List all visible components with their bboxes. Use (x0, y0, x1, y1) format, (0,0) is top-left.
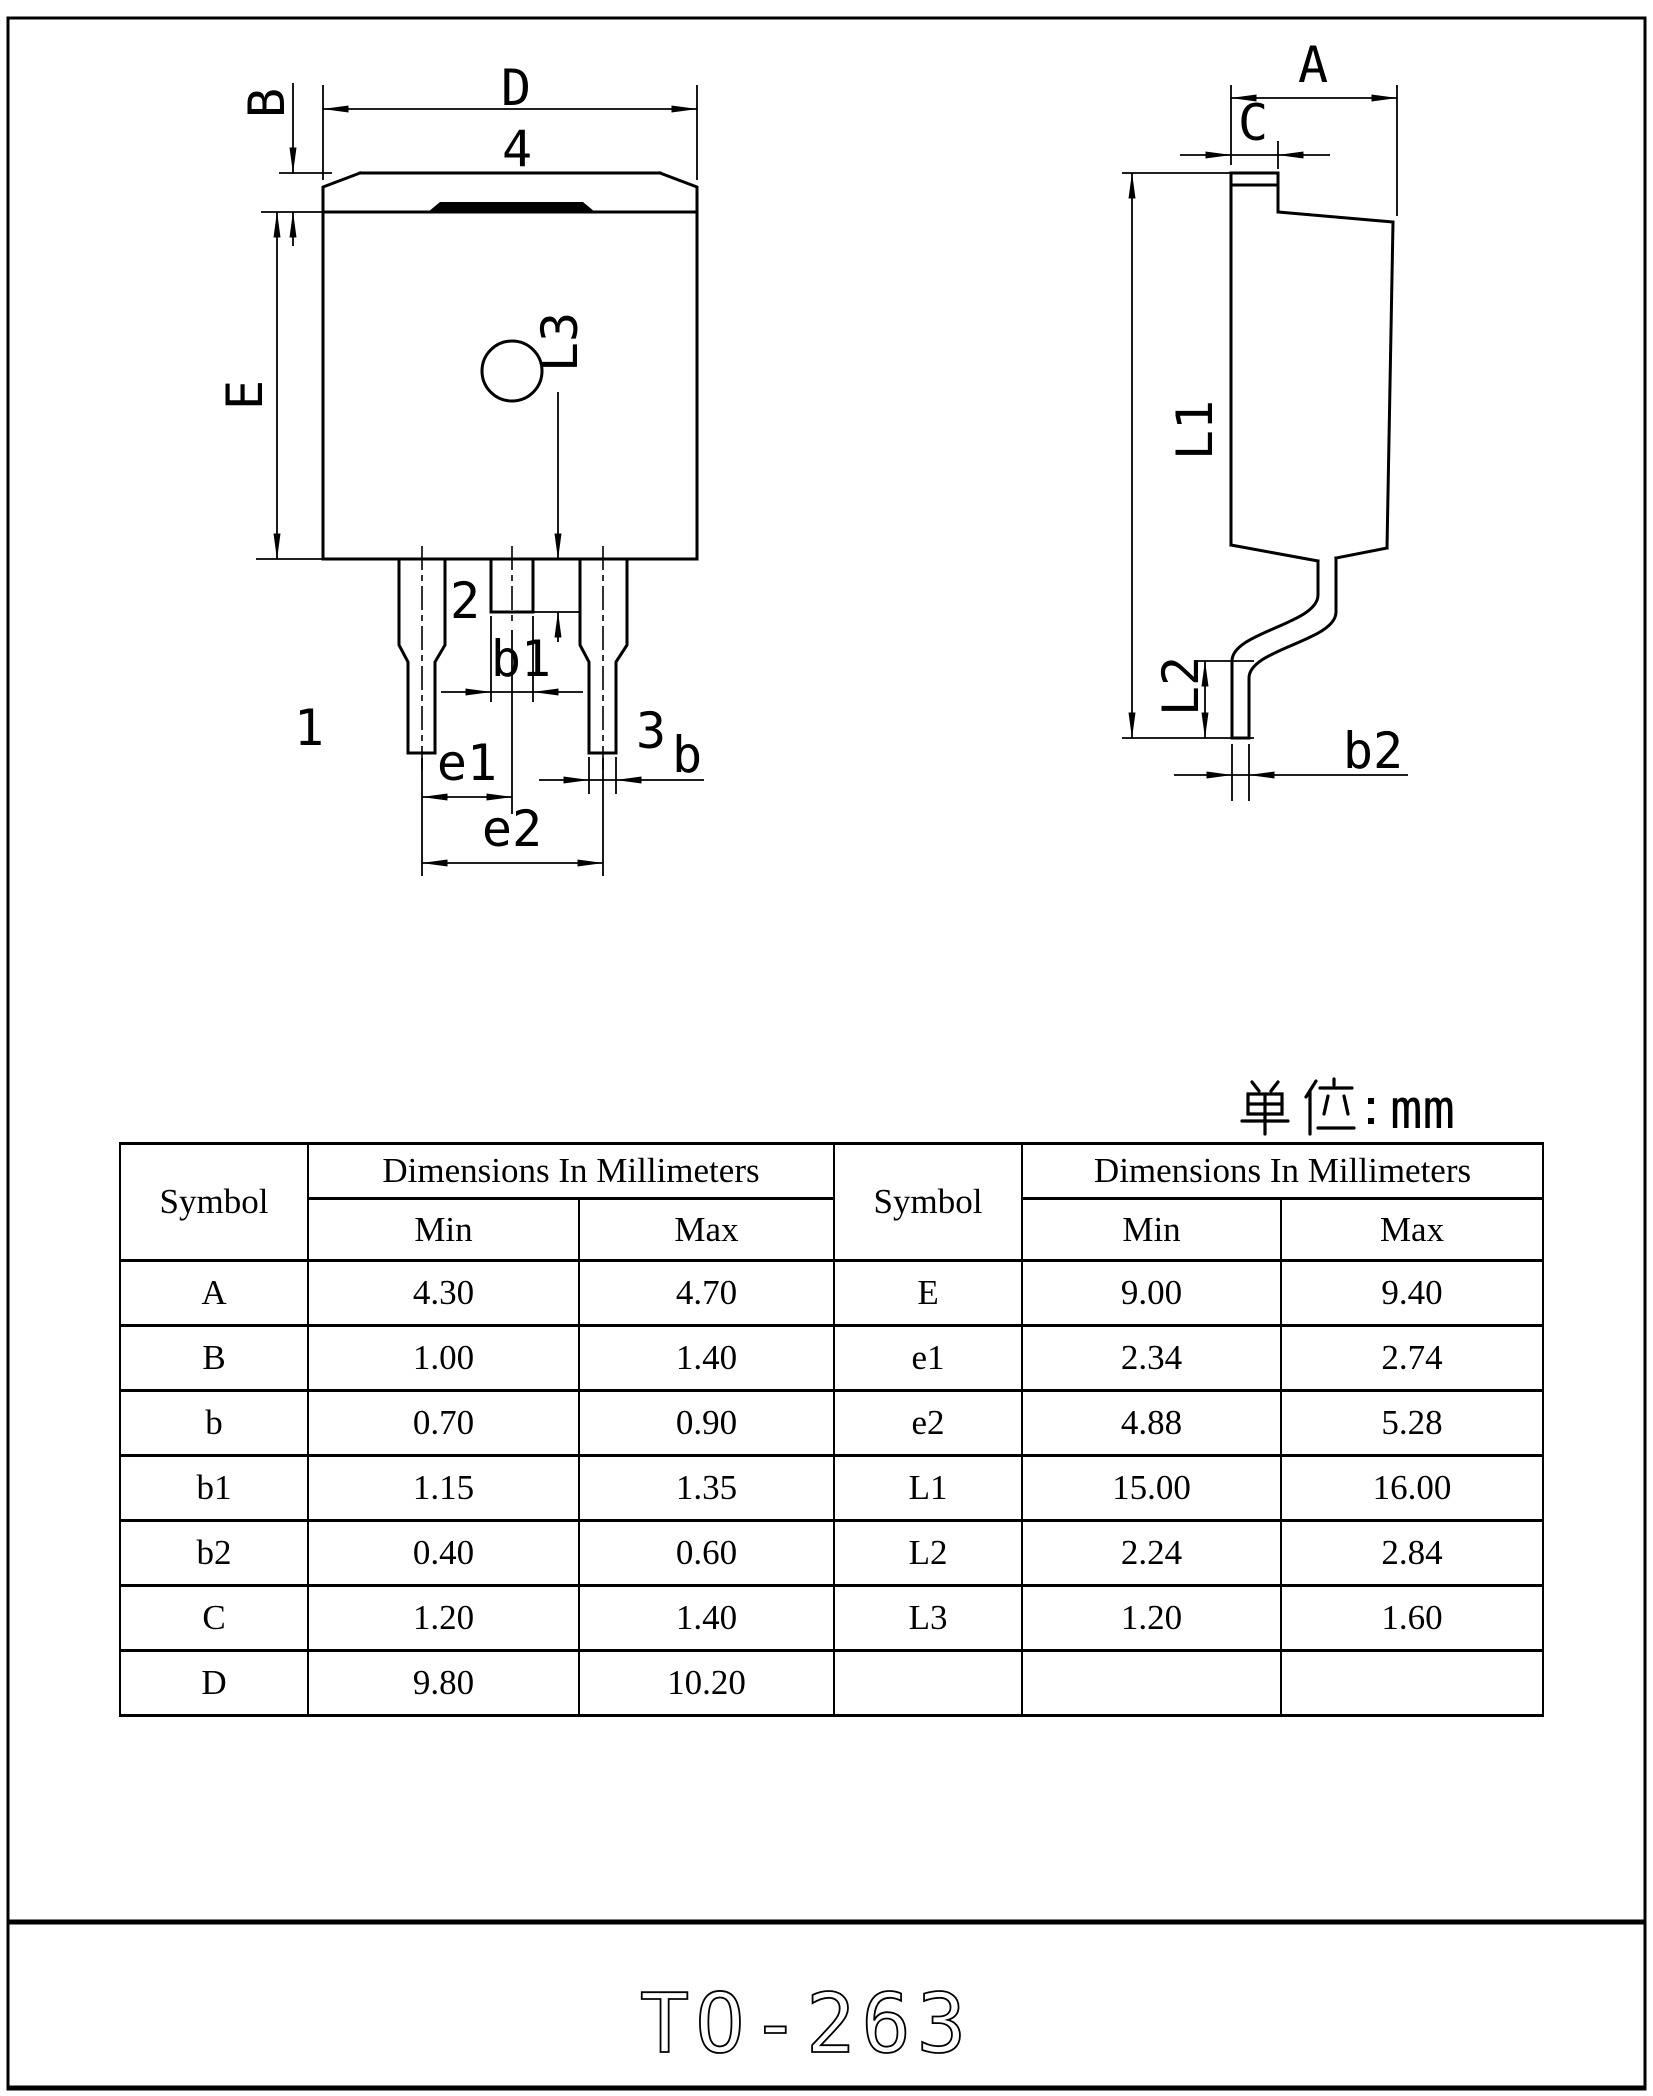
table-row (120, 1456, 1543, 1521)
dim-label-C: C (1237, 94, 1269, 152)
max-cell: 1.35 (579, 1456, 834, 1521)
pin-label-1: 1 (293, 699, 325, 757)
fullwidth-colon-dot (1368, 1098, 1374, 1104)
dim-label-b1: b1 (490, 630, 552, 688)
min-cell (1022, 1651, 1281, 1716)
min-cell: 1.20 (1022, 1586, 1281, 1651)
dim-label-b: b (671, 726, 703, 784)
min-cell: 2.24 (1022, 1521, 1281, 1586)
lead-outline (1232, 561, 1318, 738)
min-cell: 15.00 (1022, 1456, 1281, 1521)
table-row (120, 1391, 1543, 1456)
symbol-header: Symbol (834, 1144, 1022, 1261)
min-header: Min (308, 1199, 579, 1261)
package-title: TO-263 (639, 1977, 973, 2072)
max-cell: 1.60 (1281, 1586, 1543, 1651)
dimensions-table (119, 1142, 1544, 1717)
units-chinese-text (1242, 1079, 1354, 1134)
dim-label-E: E (216, 379, 274, 411)
dim-label-B: B (238, 87, 296, 119)
symbol-cell: D (120, 1651, 308, 1716)
pin-label-4: 4 (501, 120, 533, 178)
dim-label-e1: e1 (436, 734, 498, 792)
max-cell: 4.70 (579, 1261, 834, 1326)
side-view (1122, 36, 1408, 801)
min-cell: 1.20 (308, 1586, 579, 1651)
table-row (120, 1326, 1543, 1391)
max-cell: 5.28 (1281, 1391, 1543, 1456)
max-cell: 0.60 (579, 1521, 834, 1586)
pin-label-3: 3 (635, 702, 667, 760)
min-cell: 0.40 (308, 1521, 579, 1586)
symbol-cell: L2 (834, 1521, 1022, 1586)
min-cell: 1.15 (308, 1456, 579, 1521)
symbol-cell: L3 (834, 1586, 1022, 1651)
max-cell: 10.20 (579, 1651, 834, 1716)
symbol-cell: B (120, 1326, 308, 1391)
front-view (216, 59, 704, 876)
dim-label-b2: b2 (1342, 722, 1404, 780)
symbol-cell: b1 (120, 1456, 308, 1521)
units-mm-text: mm (1390, 1078, 1456, 1141)
table-row (120, 1261, 1543, 1326)
dim-label-L3: L3 (531, 311, 589, 373)
symbol-cell: C (120, 1586, 308, 1651)
table-subheader-row (120, 1199, 1543, 1261)
max-cell (1281, 1651, 1543, 1716)
dimensions-header: Dimensions In Millimeters (308, 1144, 834, 1199)
tab-mark (428, 202, 595, 212)
min-cell: 2.34 (1022, 1326, 1281, 1391)
max-cell: 1.40 (579, 1326, 834, 1391)
min-header: Min (1022, 1199, 1281, 1261)
table-header-row (120, 1144, 1543, 1199)
dim-label-D: D (500, 59, 532, 117)
max-cell: 1.40 (579, 1586, 834, 1651)
table-row (120, 1586, 1543, 1651)
max-cell: 16.00 (1281, 1456, 1543, 1521)
min-cell: 0.70 (308, 1391, 579, 1456)
symbol-cell: b (120, 1391, 308, 1456)
units-label (1242, 1078, 1455, 1141)
dim-label-e2: e2 (481, 800, 543, 858)
max-cell: 2.84 (1281, 1521, 1543, 1586)
max-cell: 0.90 (579, 1391, 834, 1456)
symbol-cell: E (834, 1261, 1022, 1326)
table-row (120, 1521, 1543, 1586)
symbol-cell: L1 (834, 1456, 1022, 1521)
min-cell: 9.00 (1022, 1261, 1281, 1326)
min-cell: 9.80 (308, 1651, 579, 1716)
dim-label-L2: L2 (1152, 655, 1210, 717)
symbol-cell: e1 (834, 1326, 1022, 1391)
min-cell: 4.88 (1022, 1391, 1281, 1456)
page-frame (7, 18, 1645, 2089)
pin-label-2: 2 (449, 572, 481, 630)
max-header: Max (579, 1199, 834, 1261)
symbol-cell: b2 (120, 1521, 308, 1586)
min-cell: 1.00 (308, 1326, 579, 1391)
symbol-cell (834, 1651, 1022, 1716)
fullwidth-colon-dot (1368, 1118, 1374, 1124)
symbol-cell: A (120, 1261, 308, 1326)
dim-label-L1: L1 (1166, 399, 1224, 461)
max-cell: 2.74 (1281, 1326, 1543, 1391)
min-cell: 4.30 (308, 1261, 579, 1326)
max-cell: 9.40 (1281, 1261, 1543, 1326)
table-row (120, 1651, 1543, 1716)
symbol-header: Symbol (120, 1144, 308, 1261)
dim-label-A: A (1297, 36, 1329, 94)
max-header: Max (1281, 1199, 1543, 1261)
dimensions-header: Dimensions In Millimeters (1022, 1144, 1543, 1199)
symbol-cell: e2 (834, 1391, 1022, 1456)
